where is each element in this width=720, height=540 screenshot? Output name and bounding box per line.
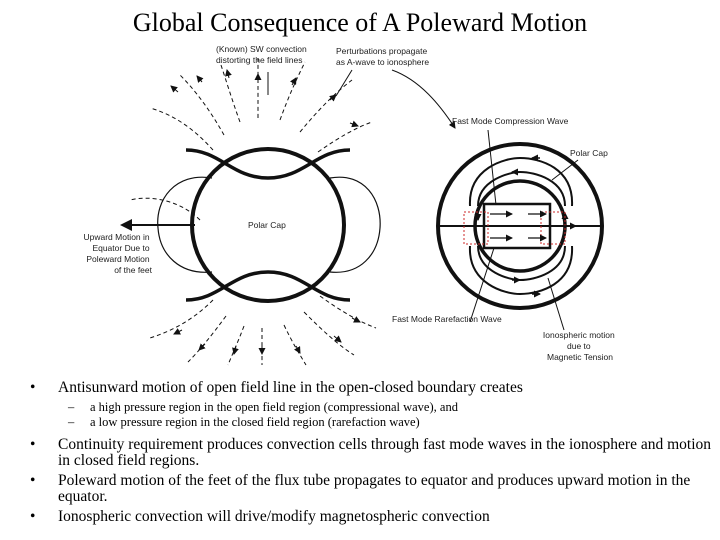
bullet-item bbox=[22, 509, 712, 525]
bullet-dot: • bbox=[30, 472, 36, 489]
right-globe bbox=[392, 70, 602, 330]
bullet-dot: • bbox=[30, 508, 36, 525]
label-perturbations: Perturbations propagate as A-wave to ionosphere bbox=[336, 46, 430, 67]
left-globe bbox=[122, 55, 380, 365]
bullet-item bbox=[22, 473, 712, 505]
field-line-arrows bbox=[171, 70, 360, 354]
sub-bullet-text: a high pressure region in the open field region (compressional wave), and bbox=[90, 400, 458, 414]
label-polar-cap-right: Polar Cap bbox=[570, 148, 608, 158]
poleward-motion-diagram bbox=[0, 38, 720, 368]
bullet-dot: • bbox=[30, 436, 36, 453]
bullet-item bbox=[22, 437, 712, 469]
slide-title: Global Consequence of A Poleward Motion bbox=[132, 8, 588, 37]
bullet-text: Continuity requirement produces convection cells through fast mode waves in the ionosphere and motion in closed field regions. bbox=[58, 436, 711, 469]
bullet-text: Poleward motion of the feet of the flux tube propagates to equator and produces upward motion in the equator. bbox=[58, 472, 691, 505]
sub-bullet-dash: – bbox=[68, 400, 75, 414]
bullet-text: Antisunward motion of open field line in the open-closed boundary creates bbox=[58, 379, 523, 396]
bullet-list bbox=[22, 380, 712, 525]
sub-bullet-item bbox=[22, 400, 712, 415]
label-leader-lines bbox=[268, 70, 352, 96]
dashed-field-lines bbox=[130, 55, 376, 365]
label-sw-convection: (Known) SW convection distorting the field lines bbox=[216, 44, 307, 65]
label-fast-mode-rarefaction: Fast Mode Rarefaction Wave bbox=[392, 314, 502, 324]
bullet-dot: • bbox=[30, 379, 36, 396]
sub-bullet-item bbox=[22, 415, 712, 430]
label-upward-motion: Upward Motion in Equator Due to Poleward Motion of the feet bbox=[83, 232, 152, 275]
bullet-text: Ionospheric convection will drive/modify magnetospheric convection bbox=[58, 508, 490, 525]
sub-bullet-dash: – bbox=[68, 415, 75, 429]
label-ionospheric-motion: Ionospheric motion due to Magnetic Tension bbox=[542, 330, 615, 362]
sub-bullet-text: a low pressure region in the closed field region (rarefaction wave) bbox=[90, 415, 420, 429]
label-polar-cap-left: Polar Cap bbox=[248, 220, 286, 230]
bullet-item bbox=[22, 380, 712, 396]
label-fast-mode-compression: Fast Mode Compression Wave bbox=[452, 116, 569, 126]
